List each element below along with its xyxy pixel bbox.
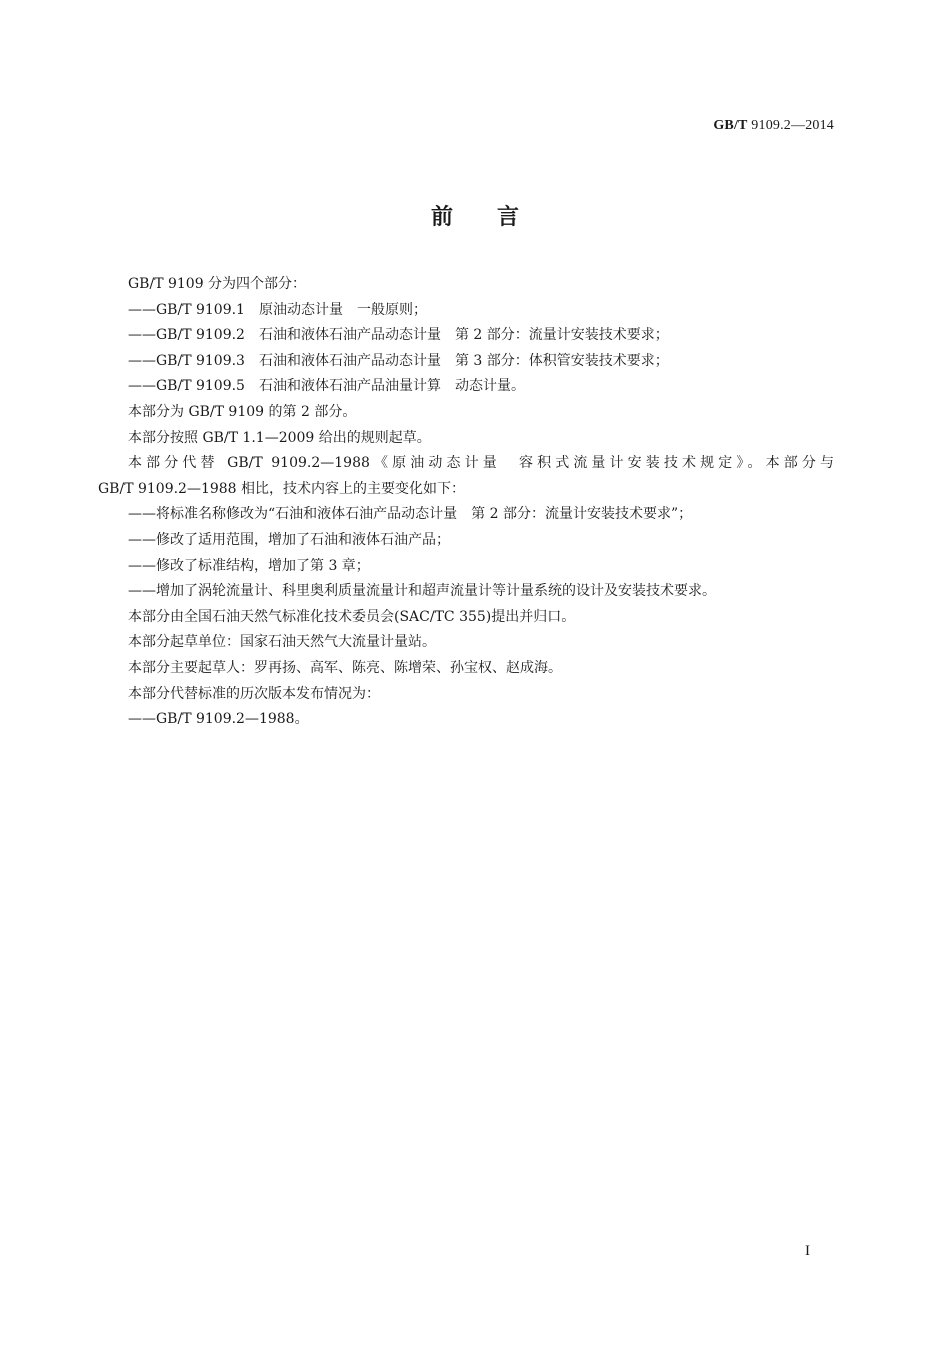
document-code bbox=[713, 118, 834, 134]
paragraph: 本部分由全国石油天然气标准化技术委员会(SAC/TC 355)提出并归口。 bbox=[128, 608, 576, 625]
list-item: ——修改了适用范围，增加了石油和液体石油产品； bbox=[128, 531, 450, 548]
page-number: I bbox=[805, 1243, 810, 1259]
list-item: ——将标准名称修改为“石油和液体石油产品动态计量 第 2 部分：流量计安装技术要求”； bbox=[128, 506, 693, 523]
document-code-number: 9109.2—2014 bbox=[751, 118, 834, 133]
list-item: ——增加了涡轮流量计、科里奥利质量流量计和超声流量计等计量系统的设计及安装技术要求。 bbox=[128, 583, 716, 600]
paragraph: 本部分代替标准的历次版本发布情况为： bbox=[128, 685, 380, 702]
list-item: ——GB/T 9109.5 石油和液体石油产品油量计算 动态计量。 bbox=[128, 378, 525, 395]
list-item: ——GB/T 9109.2—1988。 bbox=[128, 711, 309, 728]
paragraph: 本部分起草单位：国家石油天然气大流量计量站。 bbox=[128, 634, 436, 651]
paragraph: 本部分代替 GB/T 9109.2—1988《原油动态计量 容积式流量计安装技术规定》。本部分与 bbox=[128, 455, 834, 472]
list-item: ——GB/T 9109.2 石油和液体石油产品动态计量 第 2 部分：流量计安装技术要求； bbox=[128, 327, 669, 344]
paragraph: GB/T 9109 分为四个部分： bbox=[128, 276, 307, 292]
paragraph: 本部分主要起草人：罗再扬、高军、陈亮、陈增荣、孙宝权、赵成海。 bbox=[128, 659, 562, 676]
page-title: 前言 bbox=[430, 205, 563, 230]
paragraph-continuation: GB/T 9109.2—1988 相比，技术内容上的主要变化如下： bbox=[98, 480, 466, 497]
list-item: ——GB/T 9109.1 原油动态计量 一般原则； bbox=[128, 301, 427, 318]
paragraph: 本部分为 GB/T 9109 的第 2 部分。 bbox=[128, 403, 357, 420]
list-item: ——修改了标准结构，增加了第 3 章； bbox=[128, 557, 370, 574]
foreword-body bbox=[98, 272, 834, 733]
paragraph: 本部分按照 GB/T 1.1—2009 给出的规则起草。 bbox=[128, 429, 431, 446]
document-code-prefix: GB/T bbox=[713, 118, 748, 133]
list-item: ——GB/T 9109.3 石油和液体石油产品动态计量 第 3 部分：体积管安装技术要求； bbox=[128, 352, 669, 369]
